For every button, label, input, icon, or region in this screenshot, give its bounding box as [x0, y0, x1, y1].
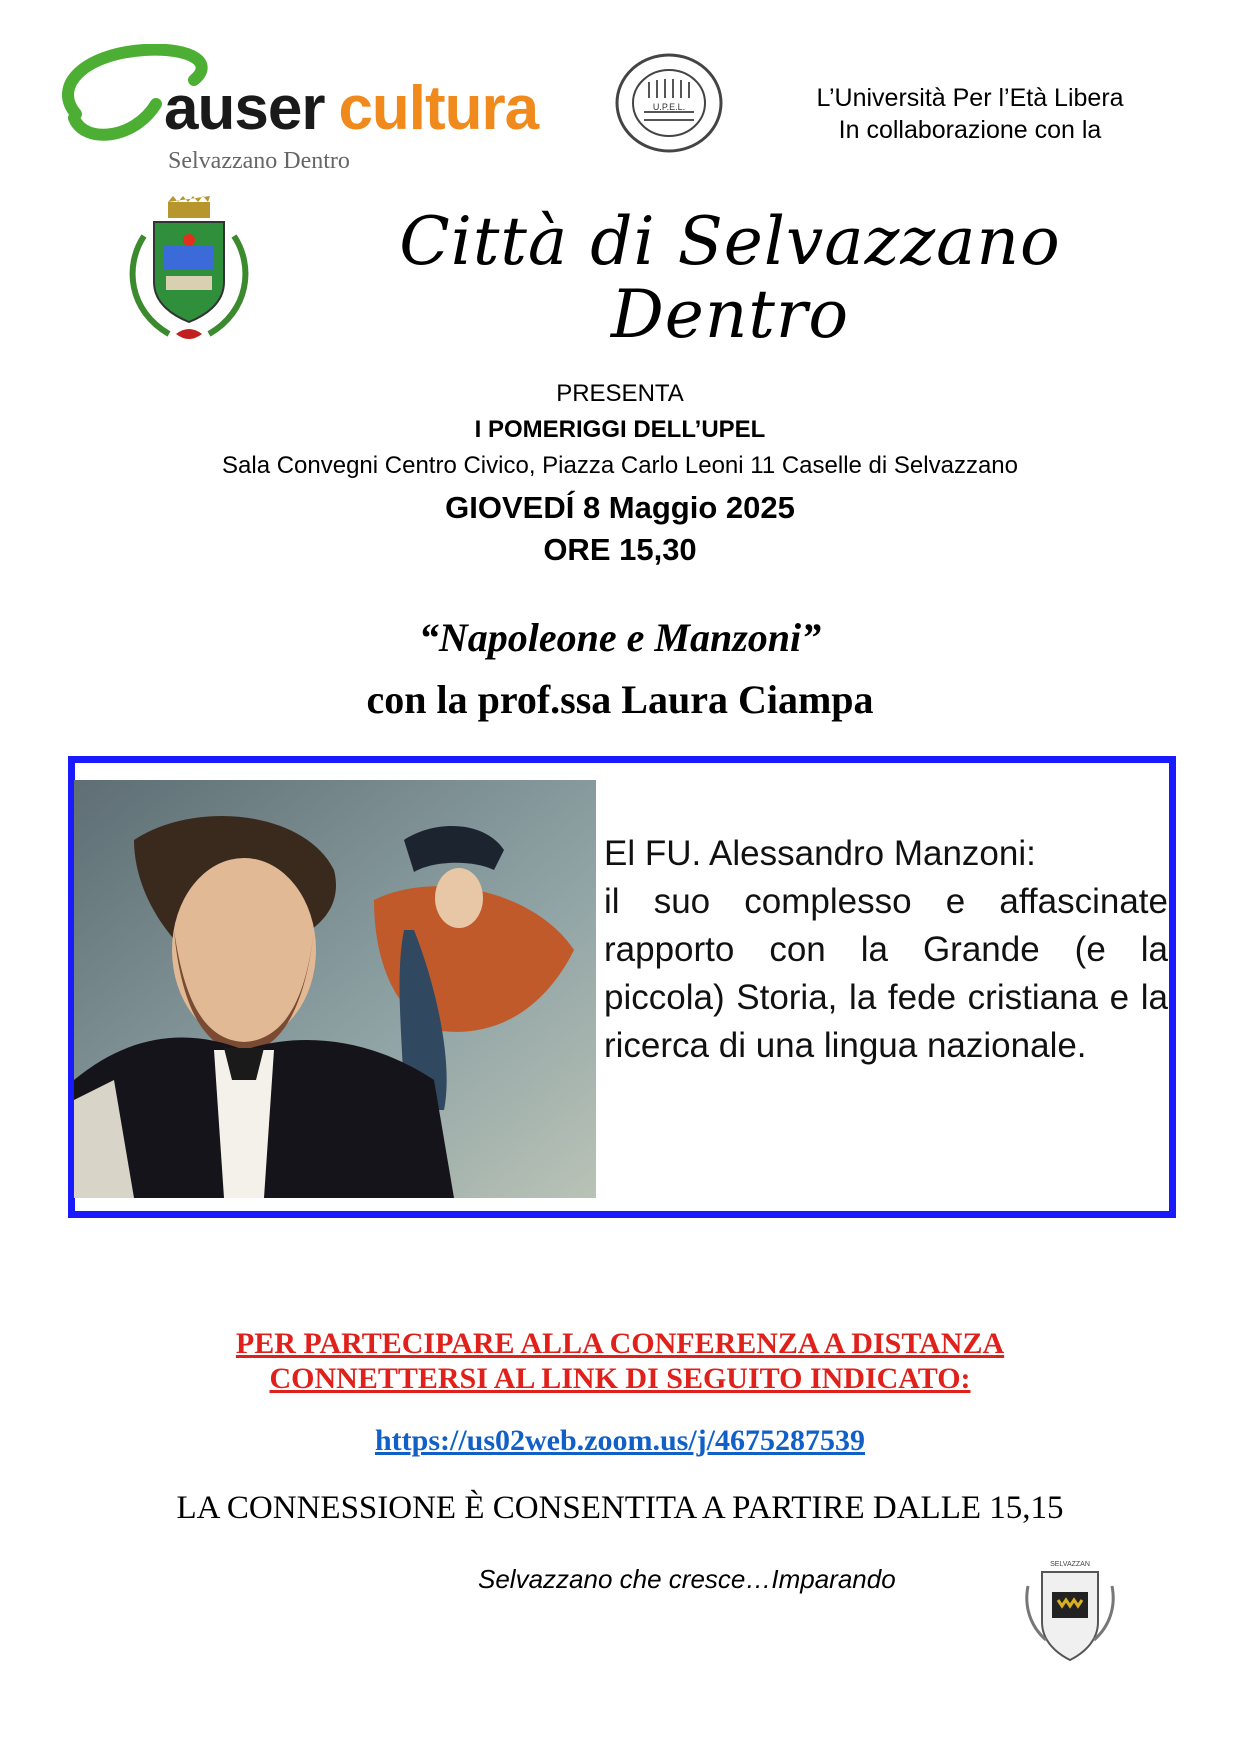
abstract-body: il suo complesso e affascinate rapporto con la Grande (e la piccola) Storia, la fede cristiana e la ricerca di una lingua nazionale. [604, 882, 1168, 1065]
connection-note: LA CONNESSIONE È CONSENTITA A PARTIRE DALLE 15,15 [176, 1490, 1064, 1526]
remote-instructions [0, 1326, 1240, 1396]
auser-wordmark [164, 74, 539, 143]
auser-word: auser [164, 74, 325, 143]
selvazzano-crest-icon [124, 196, 254, 346]
series-title: I POMERIGGI DELL’UPEL [474, 416, 766, 443]
city-title: Città di Selvazzano Dentro [399, 203, 1061, 353]
manzoni-napoleon-painting [74, 780, 596, 1198]
university-line-2: In collaborazione con la [838, 116, 1102, 144]
auser-subtitle: Selvazzano Dentro [168, 148, 350, 174]
event-time: ORE 15,30 [543, 532, 697, 567]
presenta-label: PRESENTA [556, 380, 684, 407]
venue-line: Sala Convegni Centro Civico, Piazza Carlo Leoni 11 Caselle di Selvazzano [222, 452, 1018, 479]
selvazzano-seal-icon [1022, 1556, 1118, 1664]
zoom-link[interactable]: https://us02web.zoom.us/j/4675287539 [374, 1424, 866, 1457]
talk-title: “Napoleone e Manzoni” [418, 615, 822, 660]
remote-line-2: CONNETTERSI AL LINK DI SEGUITO INDICATO: [269, 1362, 971, 1395]
footer-motto: Selvazzano che cresce…Imparando [478, 1564, 896, 1594]
abstract-heading: El FU. Alessandro Manzoni: [604, 834, 1036, 873]
speaker-line: con la prof.ssa Laura Ciampa [366, 677, 874, 722]
event-date: GIOVEDÍ 8 Maggio 2025 [445, 490, 795, 525]
university-credit [770, 82, 1170, 146]
abstract-text [604, 830, 1168, 1070]
upel-seal-center: U.P.E.L. [652, 102, 686, 112]
upel-seal-icon [614, 52, 724, 154]
seal-caption: SELVAZZAN [1050, 1561, 1090, 1568]
cultura-word: cultura [338, 74, 539, 143]
remote-line-1: PER PARTECIPARE ALLA CONFERENZA A DISTANZA [235, 1327, 1005, 1360]
university-line-1: L’Università Per l’Età Libera [816, 84, 1124, 112]
